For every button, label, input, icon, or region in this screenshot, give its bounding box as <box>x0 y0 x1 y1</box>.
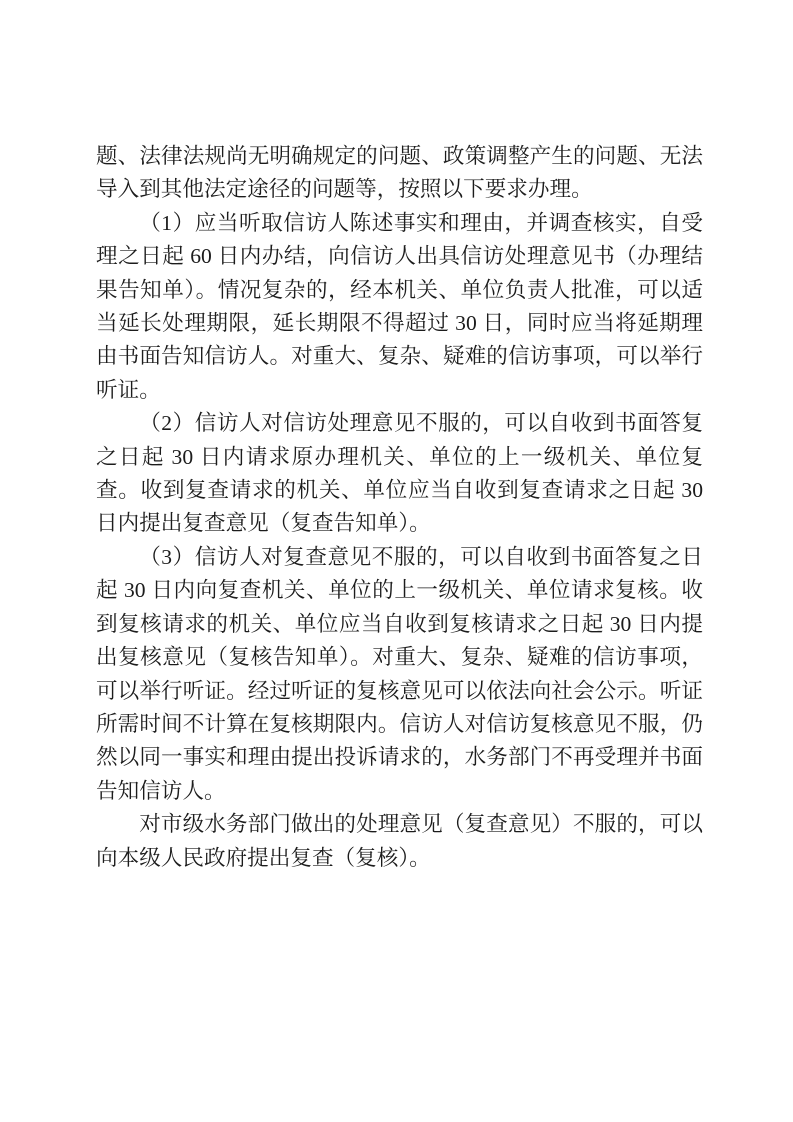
paragraph-item-1: （1）应当听取信访人陈述事实和理由，并调查核实，自受理之日起 60 日内办结，向信访人出具信访处理意见书（办理结果告知单）。情况复杂的，经本机关、单位负责人批准，可以适当延长处理期限，延长期限不得超过 30 日，同时应当将延期理由书面告知信访人。对重大、复杂、疑难的信访事项，可以举行听证。 <box>96 210 703 402</box>
paragraph-item-3: （3）信访人对复查意见不服的，可以自收到书面答复之日起 30 日内向复查机关、单位的上一级机关、单位请求复核。收到复核请求的机关、单位应当自收到复核请求之日起 30 日内提出复核意见（复核告知单）。对重大、复杂、疑难的信访事项，可以举行听证。经过听证的复核意见可以依法向社会公示。听证所需时间不计算在复核期限内。信访人对信访复核意见不服，仍然以同一事实和理由提出投诉请求的，水务部门不再受理并书面告知信访人。 <box>96 544 703 803</box>
paragraph-item-2: （2）信访人对信访处理意见不服的，可以自收到书面答复之日起 30 日内请求原办理机关、单位的上一级机关、单位复查。收到复查请求的机关、单位应当自收到复查请求之日起 30 日内提出复查意见（复查告知单）。 <box>96 411 703 536</box>
paragraph-continuation: 题、法律法规尚无明确规定的问题、政策调整产生的问题、无法导入到其他法定途径的问题等，按照以下要求办理。 <box>96 144 703 202</box>
document-body <box>96 140 703 875</box>
paragraph-closing: 对市级水务部门做出的处理意见（复查意见）不服的，可以向本级人民政府提出复查（复核）。 <box>96 812 703 870</box>
